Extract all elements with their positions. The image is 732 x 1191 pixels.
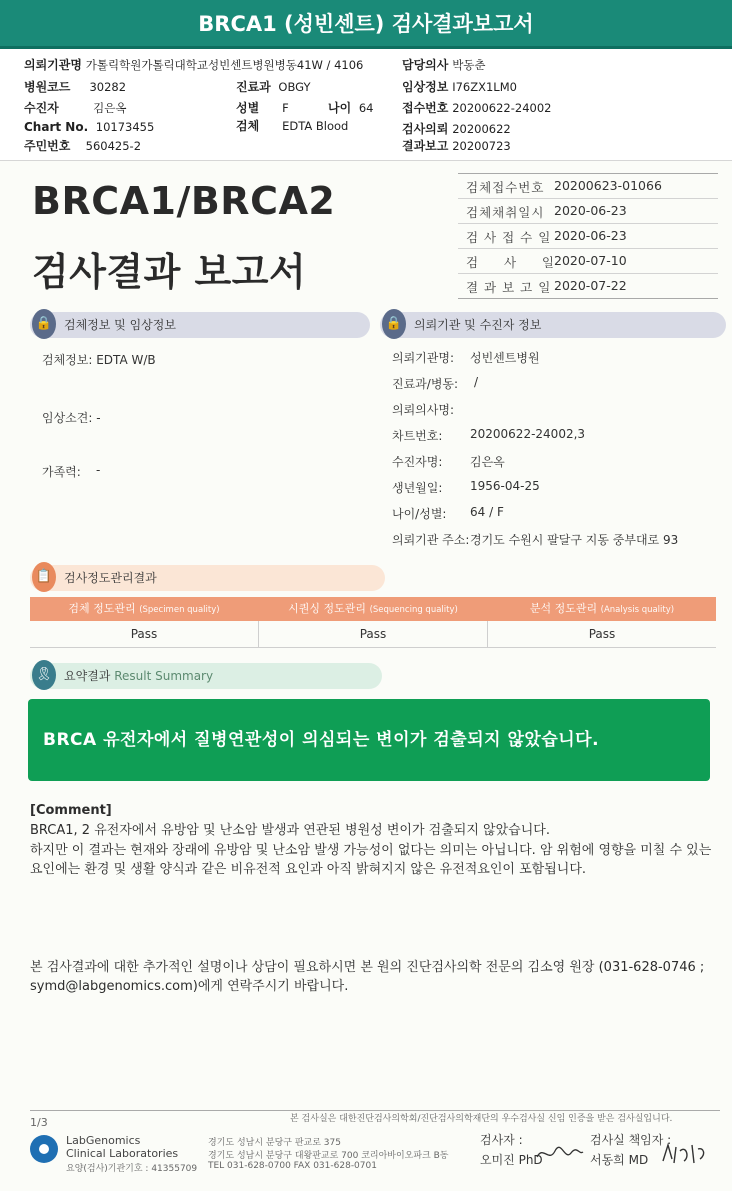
lab-address-1: 경기도 성남시 분당구 판교로 375 — [208, 1138, 341, 1148]
req-dob-label: 생년월일: — [392, 481, 443, 495]
sex-value: F — [282, 101, 289, 115]
req-chart-value: 20200622-24002,3 — [470, 427, 586, 441]
doctor-label: 담당의사 — [402, 58, 449, 72]
lock-icon: 🔒 — [32, 309, 56, 339]
sex-field — [236, 99, 289, 116]
section-summary-title — [64, 663, 213, 689]
dept-field — [236, 78, 311, 95]
date-row — [458, 199, 718, 224]
qc-header-ko: 분석 정도관리 — [529, 602, 598, 615]
qc-table-body — [30, 621, 716, 648]
org-field — [24, 56, 363, 73]
code-field — [24, 78, 126, 95]
lab-address-2: 경기도 성남시 분당구 대왕판교로 700 코리아바이오파크 B동 — [208, 1151, 449, 1161]
specimen-label: 검체 — [236, 119, 260, 133]
section-qc-title: 검사정도관리결과 — [64, 571, 157, 585]
date-value: 2020-07-10 — [554, 253, 627, 268]
qc-header-analysis — [488, 597, 716, 622]
req-dept-value: / — [474, 375, 479, 389]
specimen-field — [236, 117, 348, 134]
date-label: 검체접수번호 — [466, 180, 545, 195]
tester-signature-icon — [535, 1143, 585, 1165]
section-specimen-header — [30, 312, 370, 338]
rrn-value: 560425-2 — [85, 139, 142, 153]
request-label: 검사의뢰 — [402, 122, 449, 136]
report-label: 결과보고 — [402, 139, 449, 153]
rrn-field — [24, 137, 141, 154]
clinical-label: 임상정보 — [402, 80, 449, 94]
date-row — [458, 173, 718, 199]
age-label: 나이 — [328, 101, 352, 115]
req-org-label: 의뢰기관명: — [392, 351, 455, 365]
report-value: 20200723 — [452, 139, 511, 153]
request-field — [402, 120, 511, 137]
ward-value: 41W / 4106 — [296, 58, 364, 72]
patient-label: 수진자 — [24, 101, 59, 115]
date-value: 20200623-01066 — [554, 178, 662, 193]
clinical-findings: 임상소견: - — [42, 411, 101, 425]
receipt-field — [402, 99, 551, 116]
ribbon-icon: 🎗 — [32, 660, 56, 690]
report-page — [0, 160, 732, 1191]
req-org-value: 성빈센트병원 — [470, 351, 540, 365]
date-row — [458, 274, 718, 299]
doc-title-line1: BRCA1/BRCA2 — [32, 179, 336, 223]
qc-specimen-value: Pass — [30, 621, 259, 647]
date-row — [458, 224, 718, 249]
qc-header-en: (Analysis quality) — [600, 605, 675, 615]
chief-name: 서동희 MD — [590, 1153, 649, 1167]
qc-header-en: (Specimen quality) — [139, 605, 220, 615]
qc-header-specimen — [30, 597, 258, 622]
request-value: 20200622 — [452, 122, 511, 136]
qc-sequencing-value: Pass — [259, 621, 488, 647]
date-label: 검 사 일 — [466, 255, 555, 270]
section-requester-title: 의뢰기관 및 수진자 정보 — [414, 318, 542, 332]
section-requester-header — [380, 312, 726, 338]
patient-value: 김은옥 — [93, 101, 127, 115]
doctor-field — [402, 56, 486, 73]
date-label: 검 사 접 수 일 — [466, 230, 552, 245]
report-banner-title: BRCA1 (성빈센트) 검사결과보고서 — [0, 0, 732, 49]
clinical-field — [402, 78, 517, 95]
labgenomics-logo-icon — [30, 1135, 58, 1163]
req-addr-label: 의뢰기관 주소: — [392, 533, 470, 547]
code-label: 병원코드 — [24, 80, 71, 94]
req-chart-label: 차트번호: — [392, 429, 443, 443]
doc-title-line2: 검사결과 보고서 — [32, 250, 307, 294]
date-value: 2020-06-23 — [554, 203, 627, 218]
clinical-value: I76ZX1LM0 — [452, 80, 517, 94]
qc-table-header — [30, 597, 716, 621]
patient-field — [24, 99, 126, 116]
age-value: 64 — [358, 101, 374, 115]
section-summary-header — [30, 663, 382, 689]
section-qc-header — [30, 565, 385, 591]
chief-label: 검사실 책임자 : — [590, 1133, 672, 1147]
req-patient-value: 김은옥 — [470, 455, 505, 469]
chart-label: Chart No. — [24, 120, 89, 134]
receipt-value: 20200622-24002 — [452, 101, 552, 115]
chief-signature-icon — [660, 1141, 710, 1167]
tester-name: 오미진 PhD — [480, 1153, 543, 1167]
org-value: 가톨릭학원가톨릭대학교성빈센트병원 — [85, 58, 275, 72]
patient-info-grid — [0, 51, 732, 151]
chart-field — [24, 120, 154, 134]
family-history-value: - — [96, 463, 101, 477]
ward-label: 병동 — [274, 58, 297, 72]
req-agesex-value: 64 / F — [470, 505, 504, 519]
chart-value: 10173455 — [95, 120, 155, 134]
lab-name-2: Clinical Laboratories — [66, 1147, 179, 1160]
tester-label: 검사자 : — [480, 1133, 523, 1147]
req-doctor-label: 의뢰의사명: — [392, 403, 455, 417]
lab-tel: TEL 031-628-0700 FAX 031-628-0701 — [208, 1161, 377, 1171]
specimen-info: 검체정보: EDTA W/B — [42, 353, 156, 367]
date-label: 검체채취일시 — [466, 205, 545, 220]
code-value: 30282 — [89, 80, 127, 94]
comment-paragraph-1: BRCA1, 2 유전자에서 유방암 및 난소암 발생과 연관된 병원성 변이가 검출되지 않았습니다. — [30, 823, 550, 838]
age-field — [328, 99, 373, 116]
summary-title-ko: 요약결과 — [64, 669, 111, 683]
page-number: 1/3 — [30, 1116, 48, 1129]
qc-header-ko: 검체 정도관리 — [68, 602, 136, 615]
req-addr-value: 경기도 수원시 팔달구 지동 중부대로 93 — [470, 533, 679, 547]
lock-icon: 🔒 — [382, 309, 406, 339]
date-value: 2020-07-22 — [554, 278, 627, 293]
lab-name-1: LabGenomics — [66, 1134, 141, 1147]
comment-paragraph-2: 하지만 이 결과는 현재와 장래에 유방암 및 난소암 발생 가능성이 없다는 의미는 아닙니다. 암 위험에 영향을 미칠 수 있는 요인에는 환경 및 생활 양식과 같은 비유전적 요인과 아직 밝혀지지 않은 유전적요인이 포함됩니다. — [30, 843, 712, 877]
org-label: 의뢰기관명 — [24, 58, 82, 72]
qc-header-sequencing — [259, 597, 487, 622]
req-agesex-label: 나이/성별: — [392, 507, 447, 521]
qc-header-en: (Sequencing quality) — [369, 605, 458, 615]
dept-value: OBGY — [278, 80, 311, 94]
family-history-label: 가족력: — [42, 465, 81, 479]
clipboard-icon: 📋 — [32, 562, 56, 592]
doctor-value: 박동춘 — [452, 58, 486, 72]
sex-label: 성별 — [236, 101, 260, 115]
dept-label: 진료과 — [236, 80, 271, 94]
qc-analysis-value: Pass — [588, 627, 616, 641]
receipt-label: 접수번호 — [402, 101, 449, 115]
result-summary-box: BRCA 유전자에서 질병연관성이 의심되는 변이가 검출되지 않았습니다. — [28, 699, 710, 781]
req-dob-value: 1956-04-25 — [470, 479, 540, 493]
rrn-label: 주민번호 — [24, 139, 71, 153]
specimen-value: EDTA Blood — [282, 119, 349, 133]
date-value: 2020-06-23 — [554, 228, 627, 243]
req-patient-label: 수진자명: — [392, 455, 443, 469]
req-dept-label: 진료과/병동: — [392, 377, 459, 391]
date-row — [458, 249, 718, 274]
lab-code: 요양(검사)기관기호 : 41355709 — [66, 1164, 198, 1174]
comment-heading: [Comment] — [30, 803, 112, 818]
section-specimen-title: 검체정보 및 임상정보 — [64, 318, 176, 332]
date-label: 결 과 보 고 일 — [466, 280, 552, 295]
report-field — [402, 137, 511, 154]
qc-header-ko: 시퀀싱 정도관리 — [288, 602, 367, 615]
summary-title-en: Result Summary — [114, 669, 214, 683]
certification-note: 본 검사실은 대한진단검사의학회/진단검사의학재단의 우수검사실 신임 인증을 받은 검사실입니다. — [290, 1114, 673, 1124]
contact-paragraph: 본 검사결과에 대한 추가적인 설명이나 상담이 필요하시면 본 원의 진단검사의학 전문의 김소영 원장 (031-628-0746 ; symd@labgenomics.com)에게 연락주시기 바랍니다. — [30, 960, 705, 994]
date-table — [458, 173, 718, 299]
